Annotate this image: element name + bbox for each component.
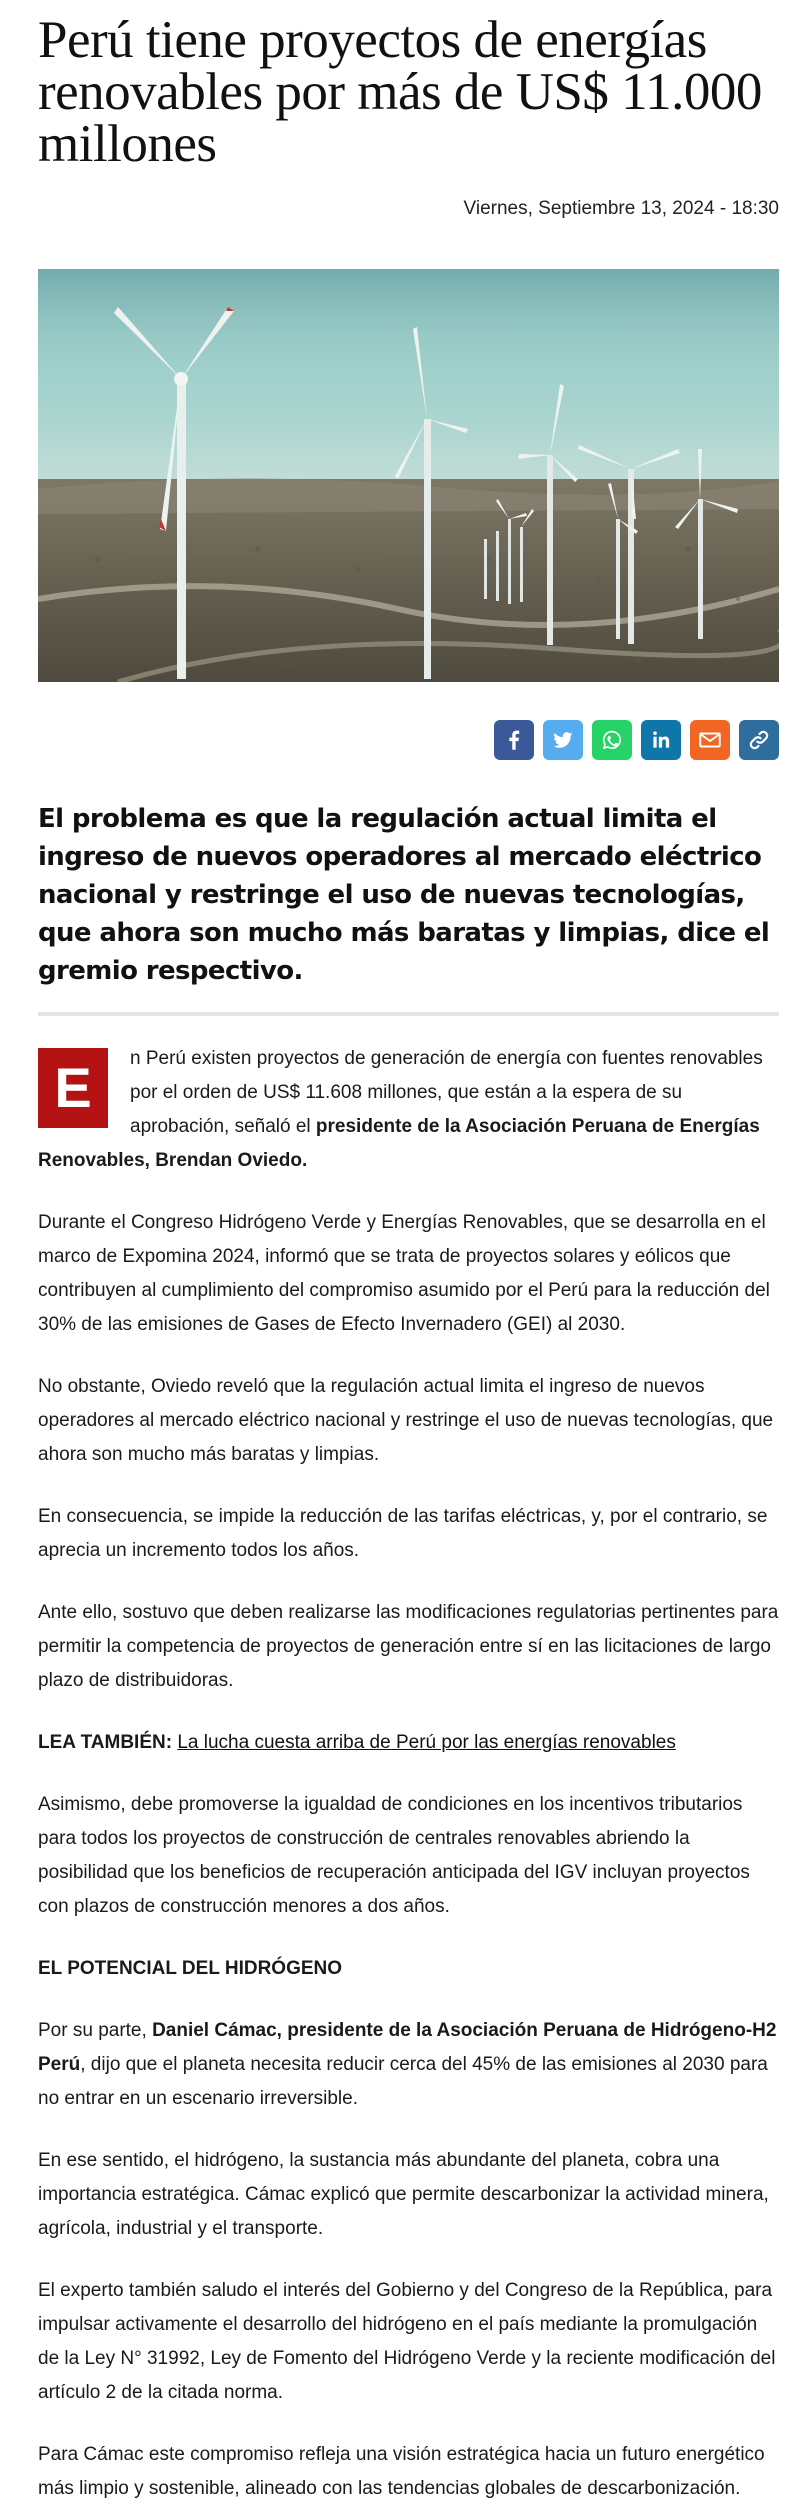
hero-image-wind-turbines: [38, 269, 779, 682]
paragraph: Para Cámac este compromiso refleja una visión estratégica hacia un futuro energético más limpio y sostenible, alineado con las tendencias globales de descarbonización.: [38, 2444, 765, 2499]
facebook-icon: [501, 727, 527, 753]
paragraph: [38, 2014, 779, 2116]
paragraph: Asimismo, debe promoverse la igualdad de condiciones en los incentivos tributarios para todos los proyectos de construcción de centrales renovables abriendo la posibilidad que los beneficios de recuperación anticipada del IGV incluyan proyectos con plazos de construcción menores a dos años.: [38, 1794, 750, 1917]
email-icon: [697, 727, 723, 753]
read-also: LEA TAMBIÉN: La lucha cuesta arriba de Perú por las energías renovables: [38, 1732, 676, 1753]
read-also-link[interactable]: La lucha cuesta arriba de Perú por las energías renovables: [177, 1732, 676, 1753]
drop-cap: E: [38, 1048, 108, 1128]
copy-link-button[interactable]: [739, 720, 779, 760]
paragraph-bold: presidente de la Asociación Peruana de Energías Renovables, Brendan Oviedo.: [38, 1116, 760, 1171]
whatsapp-icon: [599, 727, 625, 753]
share-linkedin-button[interactable]: [641, 720, 681, 760]
share-email-button[interactable]: [690, 720, 730, 760]
article-body: [38, 1042, 779, 2506]
paragraph: [38, 1042, 779, 1178]
page-title: Perú tiene proyectos de energías renovables por más de US$ 11.000 millones: [38, 11, 762, 173]
publish-date: Viernes, Septiembre 13, 2024 - 18:30: [463, 198, 779, 219]
share-whatsapp-button[interactable]: [592, 720, 632, 760]
share-facebook-button[interactable]: [494, 720, 534, 760]
paragraph: No obstante, Oviedo reveló que la regulación actual limita el ingreso de nuevos operadores al mercado eléctrico nacional y restringe el uso de nuevas tecnologías, que ahora son mucho más baratas y limpias.: [38, 1376, 774, 1465]
paragraph-bold: Daniel Cámac, presidente de la Asociación Peruana de Hidrógeno-H2 Perú: [38, 2020, 777, 2075]
paragraph-text: , dijo que el planeta necesita reducir cerca del 45% de las emisiones al 2030 para no entrar en un escenario irreversible.: [38, 2054, 768, 2109]
paragraph: En consecuencia, se impide la reducción de las tarifas eléctricas, y, por el contrario, se aprecia un incremento todos los años.: [38, 1506, 768, 1561]
paragraph-text: n Perú existen proyectos de generación de energía con fuentes renovables por el orden de US$ 11.608 millones, que están a la espera de su aprobación, señaló el: [130, 1048, 763, 1137]
paragraph: En ese sentido, el hidrógeno, la sustancia más abundante del planeta, cobra una importancia estratégica. Cámac explicó que permite descarbonizar la actividad minera, agrícola, industrial y el transporte.: [38, 2150, 769, 2239]
section-heading: EL POTENCIAL DEL HIDRÓGENO: [38, 1958, 343, 1979]
twitter-icon: [550, 727, 576, 753]
paragraph: El experto también saludo el interés del Gobierno y del Congreso de la República, para impulsar activamente el desarrollo del hidrógeno en el país mediante la promulgación de la Ley N° 31992, Ley de Fomento del Hidrógeno Verde y la reciente modificación del artículo 2 de la citada norma.: [38, 2280, 776, 2403]
share-bar: [38, 720, 779, 760]
article: [38, 0, 779, 2506]
paragraph: Durante el Congreso Hidrógeno Verde y Energías Renovables, que se desarrolla en el marco de Expomina 2024, informó que se trata de proyectos solares y eólicos que contribuyen al cumplimiento del compromiso asumido por el Perú para la reducción del 30% de las emisiones de Gases de Efecto Invernadero (GEI) al 2030.: [38, 1212, 770, 1335]
article-lead: El problema es que la regulación actual limita el ingreso de nuevos operadores al mercado eléctrico nacional y restringe el uso de nuevas tecnologías, que ahora son mucho más baratas y limpias, dice el gremio respectivo.: [38, 804, 770, 986]
link-icon: [746, 727, 772, 753]
read-also-label: LEA TAMBIÉN: [38, 1732, 166, 1753]
share-twitter-button[interactable]: [543, 720, 583, 760]
paragraph: Ante ello, sostuvo que deben realizarse las modificaciones regulatorias pertinentes para permitir la competencia de proyectos de generación entre sí en las licitaciones de largo plazo de distribuidoras.: [38, 1602, 779, 1691]
paragraph-text: Por su parte,: [38, 2020, 153, 2041]
linkedin-icon: [648, 727, 674, 753]
divider: [38, 1012, 779, 1016]
